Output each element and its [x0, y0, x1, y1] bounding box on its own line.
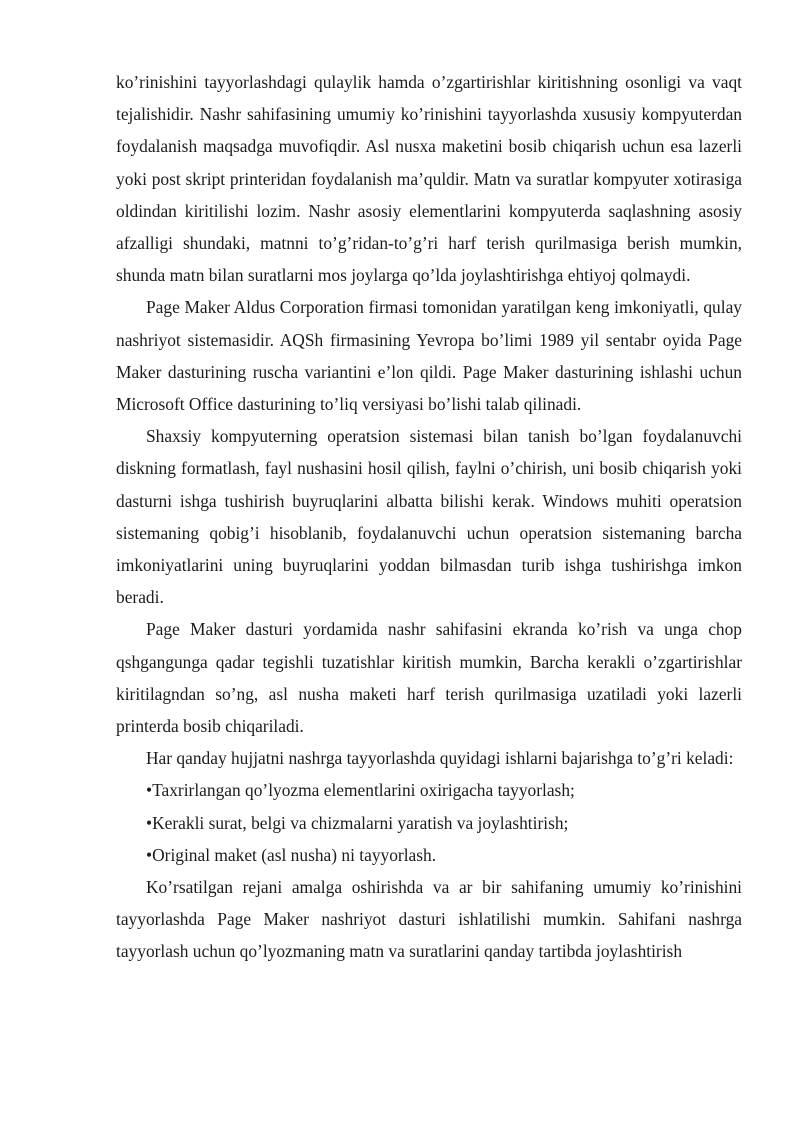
- paragraph-operating-system: Shaxsiy kompyuterning operatsion sistemasi bilan tanish bo’lgan foydalanuvchi diskning formatlash, fayl nushasini hosil qilish, faylni o’chirish, uni bosib chiqarish yoki dasturni ishga tushirish buyruqlarini albatta bilishi kerak. Windows muhiti operatsion sistemaning qobig’i hisoblanib, foydalanuvchi uchun operatsion sistemaning barcha imkoniyatlarini uning buyruqlarini yoddan bilmasdan turib ishga tushirishga imkon beradi.: [116, 426, 742, 608]
- list-item: •Original maket (asl nusha) ni tayyorlash.: [146, 844, 437, 865]
- paragraph-page-maker-intro: Page Maker Aldus Corporation firmasi tomonidan yaratilgan keng imkoniyatli, qulay nashriyot sistemasidir. AQSh firmasining Yevropa bo’limi 1989 yil sentabr oyida Page Maker dasturining ruscha variantini e’lon qildi. Page Maker dasturining ishlashi uchun Microsoft Office dasturining to’liq versiyasi bo’lishi talab qilinadi.: [116, 297, 742, 415]
- list-item: •Kerakli surat, belgi va chizmalarni yaratish va joylashtirish;: [146, 812, 569, 833]
- paragraph-closing: Ko’rsatilgan rejani amalga oshirishda va ar bir sahifaning umumiy ko’rinishini tayyorlashda Page Maker nashriyot dasturi ishlatilishi mumkin. Sahifani nashrga tayyorlash uchun qo’lyozmaning matn va suratlarini qanday tartibda joylashtirish: [116, 877, 742, 962]
- paragraph-continuation: ko’rinishini tayyorlashdagi qulaylik hamda o’zgartirishlar kiritishning osonligi va vaqt tejalishidir. Nashr sahifasining umumiy ko’rinishini tayyorlashda xususiy kompyuterdan foydalanish maqsadga muvofiqdir. Asl nusxa maketini bosib chiqarish uchun esa lazerli yoki post skript printeridan foydalanish ma’quldir. Matn va suratlar kompyuter xotirasiga oldindan kiritilishi lozim. Nashr asosiy elementlarini kompyuterda saqlashning asosiy afzalligi shundaki, matnni to’g’ridan-to’g’ri harf terish qurilmasiga berish mumkin, shunda matn bilan suratlarni mos joylarga qo’lda joylashtirishga ehtiyoj qolmaydi.: [116, 72, 742, 286]
- list-item: •Taxrirlangan qo’lyozma elementlarini oxirigacha tayyorlash;: [146, 780, 575, 801]
- paragraph-preparation-steps: Har qanday hujjatni nashrga tayyorlashda quyidagi ishlarni bajarishga to’g’ri keladi:: [146, 748, 734, 769]
- document-page: [116, 66, 742, 968]
- paragraph-page-maker-editing: Page Maker dasturi yordamida nashr sahifasini ekranda ko’rish va unga chop qshgangunga qadar tegishli tuzatishlar kiritish mumkin, Barcha kerakli o’zgartirishlar kiritilagndan so’ng, asl nusha maketi harf terish qurilmasiga uzatiladi yoki lazerli printerda bosib chiqariladi.: [116, 619, 742, 737]
